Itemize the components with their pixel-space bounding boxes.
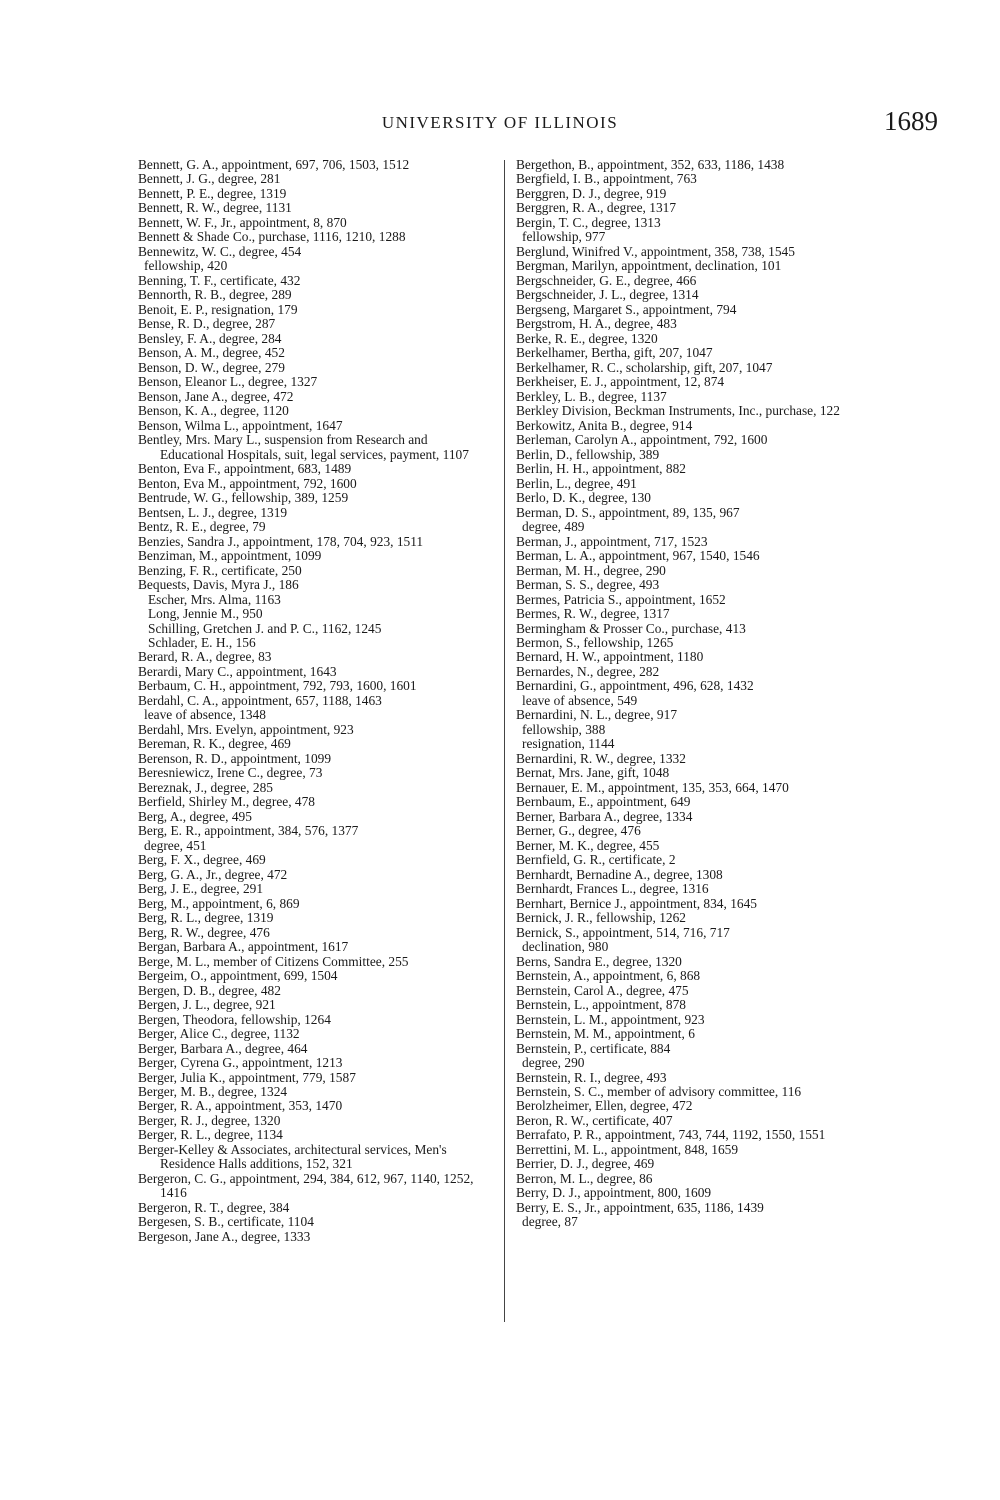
index-subentry: resignation, 1144 bbox=[522, 736, 615, 752]
index-entry: Bergschneider, G. E., degree, 466 bbox=[516, 272, 697, 288]
index-entry: Bergen, D. B., degree, 482 bbox=[138, 982, 281, 998]
index-entry: Bentsen, L. J., degree, 1319 bbox=[138, 504, 288, 520]
index-entry: Benzing, F. R., certificate, 250 bbox=[138, 562, 302, 578]
index-entry: Bernhart, Bernice J., appointment, 834, 1645 bbox=[516, 895, 757, 911]
index-entry: Benton, Eva F., appointment, 683, 1489 bbox=[138, 461, 352, 477]
index-subentry: degree, 290 bbox=[522, 1055, 585, 1071]
index-entry: Berron, M. L., degree, 86 bbox=[516, 1170, 653, 1186]
index-subentry: degree, 451 bbox=[144, 837, 207, 853]
index-entry: Bernick, J. R., fellowship, 1262 bbox=[516, 910, 686, 926]
index-entry: Berardi, Mary C., appointment, 1643 bbox=[138, 663, 337, 679]
index-entry: Berg, A., degree, 495 bbox=[138, 808, 252, 824]
index-entry: Berger, Julia K., appointment, 779, 1587 bbox=[138, 1069, 356, 1085]
index-entry: Berlo, D. K., degree, 130 bbox=[516, 490, 651, 506]
index-entry: Berry, D. J., appointment, 800, 1609 bbox=[516, 1185, 712, 1201]
index-entry: Berns, Sandra E., degree, 1320 bbox=[516, 953, 682, 969]
index-entry: Berman, J., appointment, 717, 1523 bbox=[516, 533, 708, 549]
index-entry: Benson, Eleanor L., degree, 1327 bbox=[138, 374, 318, 390]
index-entry: Bennett, P. E., degree, 1319 bbox=[138, 185, 287, 201]
index-entry: Berke, R. E., degree, 1320 bbox=[516, 330, 658, 346]
index-entry: Berner, Barbara A., degree, 1334 bbox=[516, 808, 693, 824]
index-entry: Berg, G. A., Jr., degree, 472 bbox=[138, 866, 288, 882]
index-subentry: Schilling, Gretchen J. and P. C., 1162, 1245 bbox=[148, 620, 382, 636]
page-number: 1689 bbox=[884, 106, 938, 136]
index-entry: Benson, A. M., degree, 452 bbox=[138, 345, 285, 361]
index-entry: Bernfield, G. R., certificate, 2 bbox=[516, 852, 676, 868]
index-entry: Berman, S. S., degree, 493 bbox=[516, 577, 660, 593]
index-subentry: Escher, Mrs. Alma, 1163 bbox=[148, 591, 281, 607]
index-entry: Berner, M. K., degree, 455 bbox=[516, 837, 660, 853]
index-entry: Bernstein, R. I., degree, 493 bbox=[516, 1069, 667, 1085]
index-entry: Berkley, L. B., degree, 1137 bbox=[516, 388, 667, 404]
index-entry: Bergeim, O., appointment, 699, 1504 bbox=[138, 968, 338, 984]
index-entry: Berdahl, Mrs. Evelyn, appointment, 923 bbox=[138, 721, 354, 737]
index-entry: Bernick, S., appointment, 514, 716, 717 bbox=[516, 924, 730, 940]
index-entry: Bentley, Mrs. Mary L., suspension from Research and Educational Hospitals, suit, legal services, payment, 1107 bbox=[138, 432, 469, 462]
index-entry: Bernardes, N., degree, 282 bbox=[516, 663, 660, 679]
index-entry: Bereman, R. K., degree, 469 bbox=[138, 736, 291, 752]
index-entry: Berkheiser, E. J., appointment, 12, 874 bbox=[516, 374, 725, 390]
index-entry: Bernstein, A., appointment, 6, 868 bbox=[516, 968, 701, 984]
index-entry: Berrier, D. J., degree, 469 bbox=[516, 1156, 655, 1172]
index-entry: Bernhardt, Frances L., degree, 1316 bbox=[516, 881, 709, 897]
index-entry: Berman, L. A., appointment, 967, 1540, 1546 bbox=[516, 548, 760, 564]
index-entry: Berg, R. W., degree, 476 bbox=[138, 924, 270, 940]
index-entry: Bennewitz, W. C., degree, 454 bbox=[138, 243, 302, 259]
index-entry: Bentz, R. E., degree, 79 bbox=[138, 519, 266, 535]
index-entry: Berdahl, C. A., appointment, 657, 1188, 1463 bbox=[138, 692, 382, 708]
index-entry: Benson, D. W., degree, 279 bbox=[138, 359, 285, 375]
index-entry: Bergin, T. C., degree, 1313 bbox=[516, 214, 661, 230]
index-entry: Benson, Jane A., degree, 472 bbox=[138, 388, 294, 404]
index-entry: Bergan, Barbara A., appointment, 1617 bbox=[138, 939, 349, 955]
index-entry: Bernard, H. W., appointment, 1180 bbox=[516, 649, 704, 665]
index-entry: Berger, Cyrena G., appointment, 1213 bbox=[138, 1055, 343, 1071]
index-entry: Bennett, J. G., degree, 281 bbox=[138, 171, 281, 187]
index-entry: Bergfield, I. B., appointment, 763 bbox=[516, 171, 697, 187]
index-entry: Berry, E. S., Jr., appointment, 635, 1186, 1439 bbox=[516, 1199, 764, 1215]
index-entry: Berman, D. S., appointment, 89, 135, 967 bbox=[516, 504, 740, 520]
index-entry: Bergschneider, J. L., degree, 1314 bbox=[516, 287, 699, 303]
index-entry: Bergseng, Margaret S., appointment, 794 bbox=[516, 301, 737, 317]
index-entry: Benziman, M., appointment, 1099 bbox=[138, 548, 322, 564]
index-subentry: degree, 489 bbox=[522, 519, 585, 535]
index-subentry: declination, 980 bbox=[522, 939, 609, 955]
index-entry: Berggren, R. A., degree, 1317 bbox=[516, 200, 677, 216]
index-subentry: fellowship, 388 bbox=[522, 721, 606, 737]
index-entry: Bernstein, Carol A., degree, 475 bbox=[516, 982, 689, 998]
index-entry: Bensley, F. A., degree, 284 bbox=[138, 330, 282, 346]
index-entry: Bernardini, G., appointment, 496, 628, 1432 bbox=[516, 678, 754, 694]
index-entry: Berger-Kelley & Associates, architectural services, Men's Residence Halls additions, 152, 321 bbox=[138, 1141, 447, 1172]
index-entry: Berggren, D. J., degree, 919 bbox=[516, 185, 667, 201]
index-entry: Berlin, L., degree, 491 bbox=[516, 475, 637, 491]
index-entry: Bernstein, L. M., appointment, 923 bbox=[516, 1011, 705, 1027]
index-column-left bbox=[138, 158, 490, 1244]
index-entry: Bernstein, P., certificate, 884 bbox=[516, 1040, 671, 1056]
index-entry: Berg, F. X., degree, 469 bbox=[138, 852, 266, 868]
index-entry: Berrafato, P. R., appointment, 743, 744, 1192, 1550, 1551 bbox=[516, 1127, 826, 1143]
index-entry: Bennorth, R. B., degree, 289 bbox=[138, 287, 292, 303]
index-entry: Berrettini, M. L., appointment, 848, 1659 bbox=[516, 1141, 739, 1157]
index-entry: Bernardini, R. W., degree, 1332 bbox=[516, 750, 686, 766]
index-subentry: degree, 87 bbox=[522, 1214, 578, 1230]
index-entry: Berbaum, C. H., appointment, 792, 793, 1600, 1601 bbox=[138, 678, 417, 694]
index-entry: Berner, G., degree, 476 bbox=[516, 823, 641, 839]
index-entry: Berger, M. B., degree, 1324 bbox=[138, 1084, 288, 1099]
index-entry: Bergeron, R. T., degree, 384 bbox=[138, 1199, 290, 1215]
index-entry: Bergstrom, H. A., degree, 483 bbox=[516, 316, 677, 332]
index-entry: Berger, R. A., appointment, 353, 1470 bbox=[138, 1098, 343, 1114]
index-entry: Beron, R. W., certificate, 407 bbox=[516, 1112, 673, 1128]
index-entry: Berg, J. E., degree, 291 bbox=[138, 881, 264, 897]
index-entry: Berolzheimer, Ellen, degree, 472 bbox=[516, 1098, 693, 1114]
index-entry: Bermes, Patricia S., appointment, 1652 bbox=[516, 591, 726, 607]
index-entry: Bennett & Shade Co., purchase, 1116, 1210, 1288 bbox=[138, 229, 406, 245]
running-header: UNIVERSITY OF ILLINOIS bbox=[381, 113, 619, 132]
index-entry: Benson, K. A., degree, 1120 bbox=[138, 403, 289, 419]
index-entry: Bermes, R. W., degree, 1317 bbox=[516, 606, 670, 622]
index-entry: Bense, R. D., degree, 287 bbox=[138, 316, 276, 332]
index-entry: Benzies, Sandra J., appointment, 178, 704, 923, 1511 bbox=[138, 533, 424, 549]
index-subentry: fellowship, 977 bbox=[522, 229, 606, 245]
index-entry: Berkelhamer, Bertha, gift, 207, 1047 bbox=[516, 345, 713, 361]
index-entry: Berge, M. L., member of Citizens Committee, 255 bbox=[138, 953, 409, 969]
index-column-right bbox=[516, 158, 868, 1230]
index-entry: Berman, M. H., degree, 290 bbox=[516, 562, 666, 578]
index-entry: Benton, Eva M., appointment, 792, 1600 bbox=[138, 475, 357, 491]
index-entry: Berg, M., appointment, 6, 869 bbox=[138, 895, 300, 911]
index-entry: Bentrude, W. G., fellowship, 389, 1259 bbox=[138, 490, 349, 506]
index-entry: Berger, R. J., degree, 1320 bbox=[138, 1112, 281, 1128]
index-entry: Bernbaum, E., appointment, 649 bbox=[516, 794, 691, 810]
index-entry: Benning, T. F., certificate, 432 bbox=[138, 272, 301, 288]
index-entry: Bernat, Mrs. Jane, gift, 1048 bbox=[516, 765, 670, 781]
index-entry: Bernstein, M. M., appointment, 6 bbox=[516, 1026, 695, 1042]
index-subentry: Schlader, E. H., 156 bbox=[148, 634, 256, 650]
index-entry: Bergethon, B., appointment, 352, 633, 1186, 1438 bbox=[516, 157, 785, 172]
index-entry: Benoit, E. P., resignation, 179 bbox=[138, 301, 298, 317]
index-entry: Berglund, Winifred V., appointment, 358, 738, 1545 bbox=[516, 243, 795, 259]
index-entry: Bennett, G. A., appointment, 697, 706, 1503, 1512 bbox=[138, 157, 410, 172]
index-entry: Bermon, S., fellowship, 1265 bbox=[516, 634, 674, 650]
index-entry: Berkowitz, Anita B., degree, 914 bbox=[516, 417, 693, 433]
index-entry: Bequests, Davis, Myra J., 186 bbox=[138, 577, 299, 593]
index-entry: Bernauer, E. M., appointment, 135, 353, 664, 1470 bbox=[516, 779, 789, 795]
index-subentry: leave of absence, 549 bbox=[522, 692, 638, 708]
index-entry: Bergesen, S. B., certificate, 1104 bbox=[138, 1214, 314, 1230]
index-subentry: Long, Jennie M., 950 bbox=[148, 606, 263, 622]
index-entry: Berger, Barbara A., degree, 464 bbox=[138, 1040, 308, 1056]
index-entry: Bergeron, C. G., appointment, 294, 384, 612, 967, 1140, 1252, 1416 bbox=[138, 1170, 474, 1201]
index-entry: Bernstein, S. C., member of advisory committee, 116 bbox=[516, 1084, 802, 1099]
index-entry: Beresniewicz, Irene C., degree, 73 bbox=[138, 765, 323, 781]
index-entry: Berger, R. L., degree, 1134 bbox=[138, 1127, 283, 1143]
index-entry: Bergen, J. L., degree, 921 bbox=[138, 997, 276, 1013]
index-entry: Bernstein, L., appointment, 878 bbox=[516, 997, 686, 1013]
index-entry: Berkelhamer, R. C., scholarship, gift, 207, 1047 bbox=[516, 359, 773, 375]
index-entry: Bergeson, Jane A., degree, 1333 bbox=[138, 1228, 311, 1244]
index-subentry: leave of absence, 1348 bbox=[144, 707, 266, 723]
index-entry: Bereznak, J., degree, 285 bbox=[138, 779, 273, 795]
index-entry: Berard, R. A., degree, 83 bbox=[138, 649, 272, 665]
index-entry: Berkley Division, Beckman Instruments, Inc., purchase, 122 bbox=[516, 403, 840, 419]
index-entry: Berlin, D., fellowship, 389 bbox=[516, 446, 660, 462]
index-entry: Berg, R. L., degree, 1319 bbox=[138, 910, 274, 926]
index-entry: Bernhardt, Bernadine A., degree, 1308 bbox=[516, 866, 723, 882]
index-entry: Bermingham & Prosser Co., purchase, 413 bbox=[516, 620, 746, 636]
column-divider bbox=[504, 160, 505, 1322]
index-entry: Benson, Wilma L., appointment, 1647 bbox=[138, 417, 343, 433]
index-entry: Bergman, Marilyn, appointment, declination, 101 bbox=[516, 258, 782, 274]
index-entry: Berlin, H. H., appointment, 882 bbox=[516, 461, 686, 477]
index-entry: Berger, Alice C., degree, 1132 bbox=[138, 1026, 300, 1042]
index-entry: Bernardini, N. L., degree, 917 bbox=[516, 707, 678, 723]
index-entry: Berleman, Carolyn A., appointment, 792, 1600 bbox=[516, 432, 768, 448]
index-entry: Berfield, Shirley M., degree, 478 bbox=[138, 794, 316, 810]
index-entry: Bergen, Theodora, fellowship, 1264 bbox=[138, 1011, 331, 1027]
index-entry: Berenson, R. D., appointment, 1099 bbox=[138, 750, 332, 766]
index-entry: Bennett, W. F., Jr., appointment, 8, 870 bbox=[138, 214, 347, 230]
index-subentry: fellowship, 420 bbox=[144, 258, 228, 274]
index-entry: Bennett, R. W., degree, 1131 bbox=[138, 200, 292, 216]
index-entry: Berg, E. R., appointment, 384, 576, 1377 bbox=[138, 823, 359, 839]
